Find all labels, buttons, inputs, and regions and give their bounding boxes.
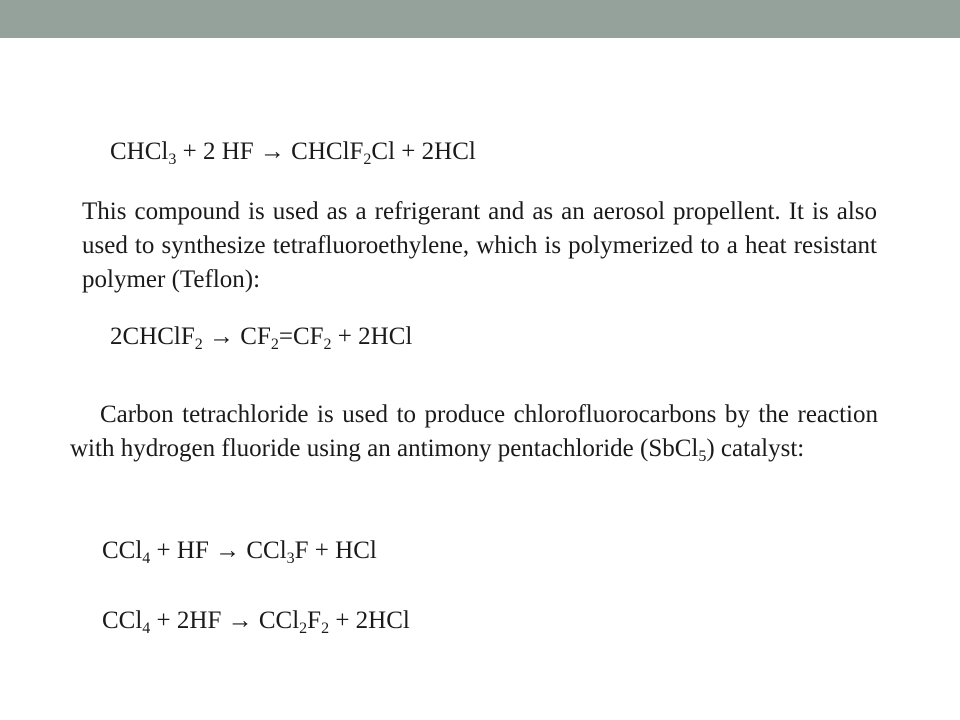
equation-chcl3-hf: CHCl$_3$ + 2 HF → CHClF$_2$Cl + 2HCl <box>110 138 476 168</box>
equation-ccl3f: CCl$_4$ + HF → CCl$_3$F + HCl <box>102 537 377 567</box>
equation-ccl2f2: $CCl_4 + 2HF \to CCl_2F_2 + 2HCl$ <box>102 607 410 637</box>
paragraph-carbon-tetrachloride: Carbon tetrachloride is used to produce chlorofluorocarbons by the reaction with hydrogen fluoride using an antimony pentachloride (SbCl$_5$) catalyst: <box>70 401 878 465</box>
paragraph-refrigerant: This compound is used as a refrigerant and as an aerosol propellent. It is also used to synthesize tetrafluoroethylene, which is polymerized to a heat resistant polymer (Teflon): <box>82 198 877 293</box>
title-bar <box>0 0 960 38</box>
equation-tetrafluoroethylene: 2CHClF$_2$ → $CF_2=CF_2 + 2HCl$ <box>110 323 413 353</box>
